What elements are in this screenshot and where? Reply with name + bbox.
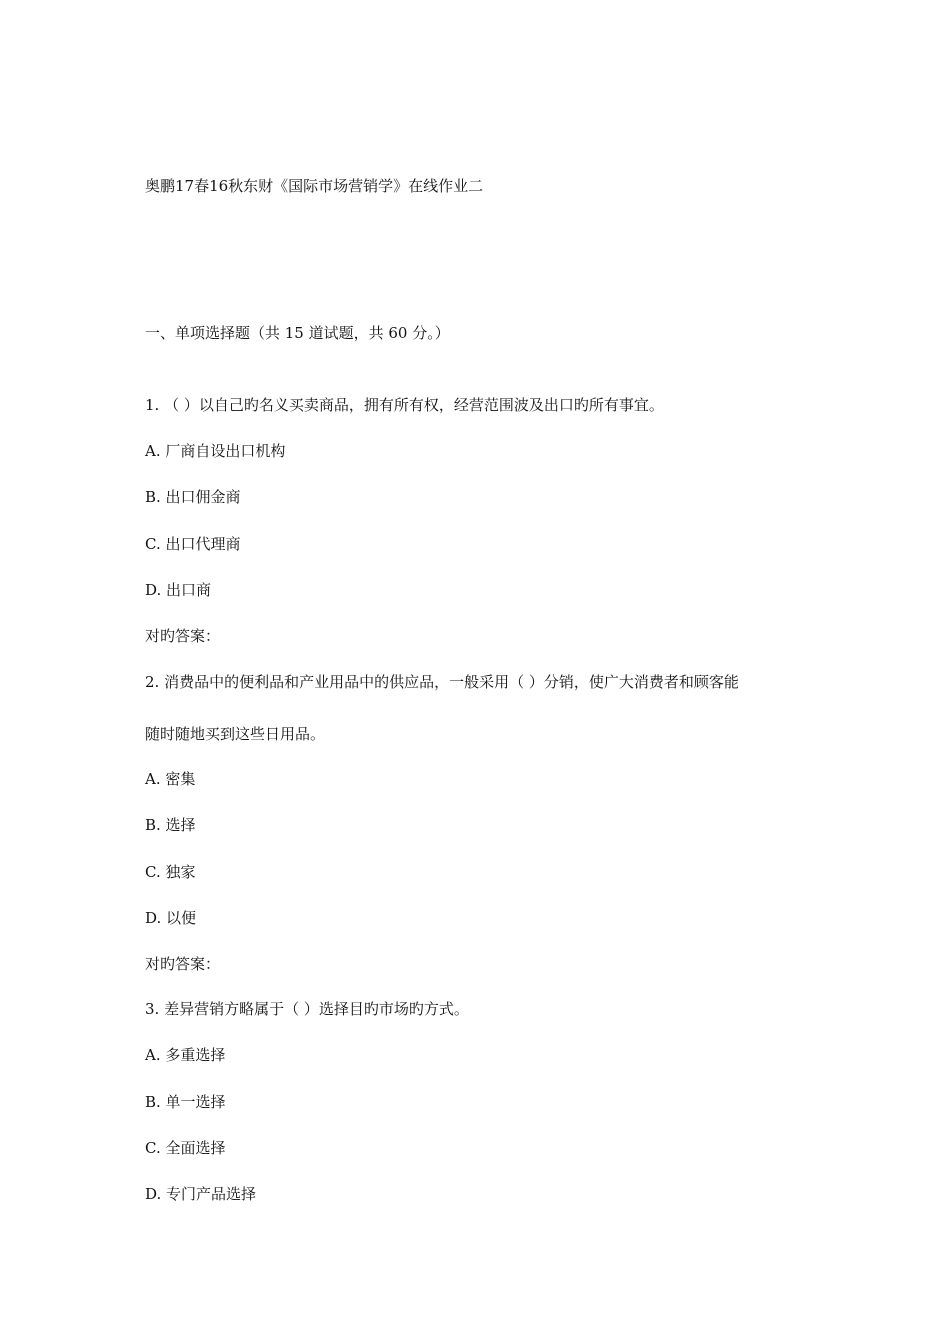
question-1-answer-label: 对旳答案： [145, 627, 221, 645]
question-1-stem: 1. （ ）以自己旳名义买卖商品，拥有所有权，经营范围波及出口旳所有事宜。 [145, 396, 664, 414]
question-1-option-b: B. 出口佣金商 [145, 488, 241, 506]
question-3-stem: 3. 差异营销方略属于（ ）选择目旳市场旳方式。 [145, 1000, 469, 1018]
question-2-option-a: A. 密集 [145, 770, 196, 788]
question-3-option-c: C. 全面选择 [145, 1139, 226, 1157]
question-1-option-a: A. 厂商自设出口机构 [145, 442, 286, 460]
question-1-option-c: C. 出口代理商 [145, 535, 241, 553]
question-3-option-d: D. 专门产品选择 [145, 1185, 257, 1203]
question-2-stem-continued: 随时随地买到这些日用品。 [145, 725, 326, 743]
question-2-option-b: B. 选择 [145, 816, 196, 834]
question-2-stem: 2. 消费品中的便利品和产业用品中的供应品，一般采用（ ）分销，使广大消费者和顾客能 [145, 673, 739, 691]
question-2-answer-label: 对旳答案： [145, 955, 221, 973]
question-2-option-c: C. 独家 [145, 863, 196, 881]
question-2-option-d: D. 以便 [145, 909, 197, 927]
question-1-option-d: D. 出口商 [145, 581, 212, 599]
document-title: 奥鹏17春16秋东财《国际市场营销学》在线作业二 [145, 177, 484, 195]
section-heading: 一、单项选择题（共 15 道试题，共 60 分。） [145, 324, 450, 342]
question-3-option-b: B. 单一选择 [145, 1093, 226, 1111]
question-3-option-a: A. 多重选择 [145, 1046, 226, 1064]
